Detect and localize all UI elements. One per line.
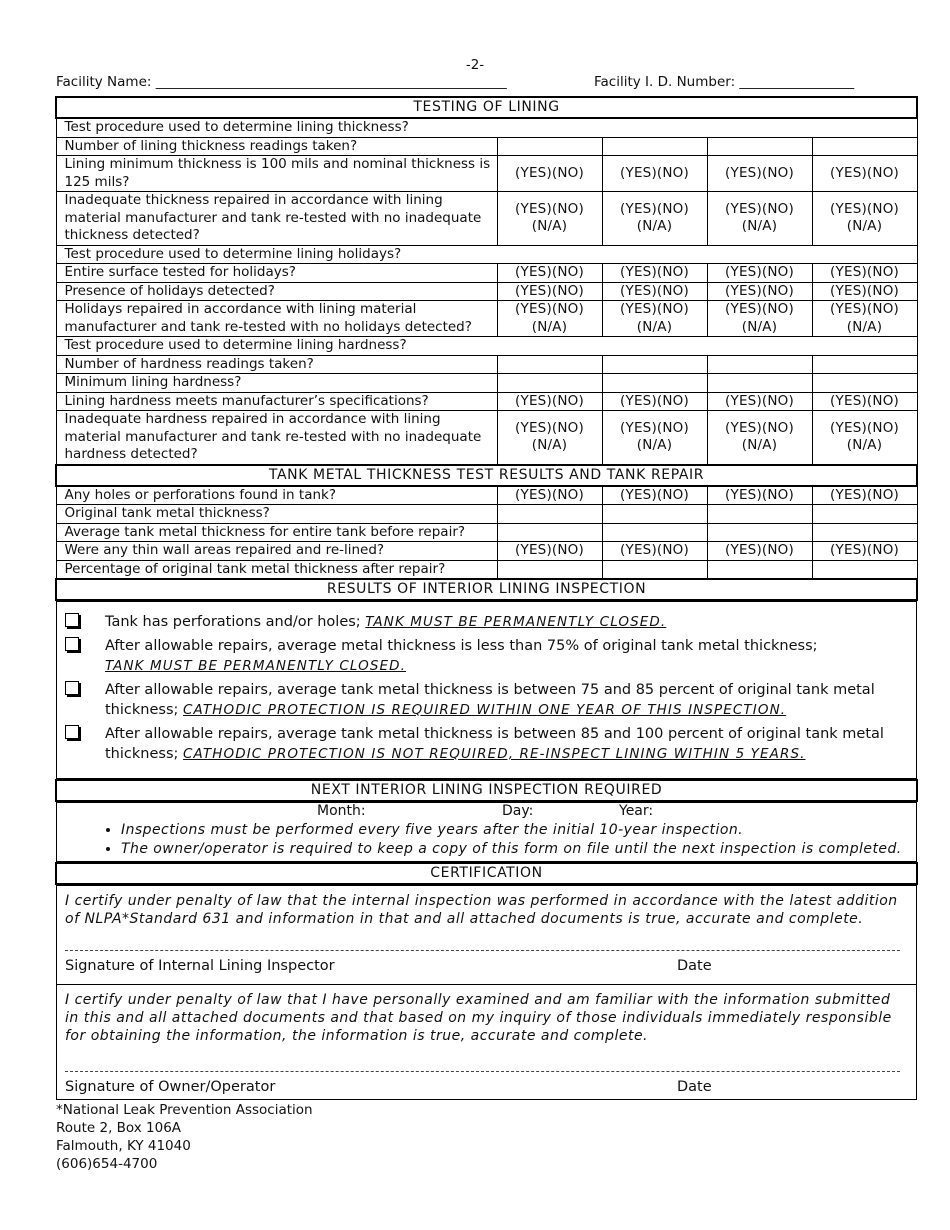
yes-no-choice[interactable]: (YES)(NO) xyxy=(620,419,689,436)
yes-no-choice[interactable]: (YES)(NO) xyxy=(830,301,899,317)
na-choice[interactable]: (N/A) xyxy=(636,318,673,335)
warning-text: TANK MUST BE PERMANENTLY CLOSED. xyxy=(105,658,407,674)
row-label: Presence of holidays detected? xyxy=(56,282,497,301)
row-label: Percentage of original tank metal thickness after repair? xyxy=(56,560,497,579)
section-results: RESULTS OF INTERIOR LINING INSPECTION xyxy=(56,579,917,600)
blank-cell[interactable] xyxy=(497,505,602,524)
table-row xyxy=(56,282,917,301)
owner-certification xyxy=(56,985,917,1100)
yes-no-choice[interactable]: (YES)(NO) xyxy=(515,301,584,317)
yes-no-choice[interactable]: (YES)(NO) xyxy=(515,200,584,217)
list-item: • The owner/operator is required to keep a copy of this form on file until the next inspection is completed. xyxy=(121,840,916,859)
row-label: Lining minimum thickness is 100 mils and nominal thickness is 125 mils? xyxy=(56,156,497,192)
table-row xyxy=(56,542,917,561)
yes-no-choice[interactable]: (YES)(NO) xyxy=(725,542,794,558)
blank-cell[interactable] xyxy=(707,560,812,579)
result-option-4: After allowable repairs, average tank metal thickness is between 85 and 100 percent of original tank metal thickness; CATHODIC PROTECTION IS NOT REQUIRED, RE-INSPECT LINING WITHIN 5 YEARS. xyxy=(63,724,910,764)
blank-cell[interactable] xyxy=(812,374,917,393)
results-options xyxy=(56,601,917,779)
yes-no-choice[interactable]: (YES)(NO) xyxy=(515,419,584,436)
row-label: Average tank metal thickness for entire tank before repair? xyxy=(56,523,497,542)
checkbox[interactable] xyxy=(65,725,79,739)
yes-no-choice[interactable]: (YES)(NO) xyxy=(725,264,794,280)
yes-no-choice[interactable]: (YES)(NO) xyxy=(830,419,899,436)
table-row xyxy=(56,392,917,411)
page-number: -2- xyxy=(465,57,485,73)
table-row xyxy=(56,118,917,137)
next-inspection-box xyxy=(56,802,917,862)
signature-line[interactable] xyxy=(65,950,900,951)
na-choice[interactable]: (N/A) xyxy=(636,218,673,235)
year-field[interactable]: Year: xyxy=(619,803,654,819)
na-choice[interactable]: (N/A) xyxy=(531,318,568,335)
warning-text: TANK MUST BE PERMANENTLY CLOSED. xyxy=(365,614,667,630)
blank-cell[interactable] xyxy=(812,137,917,156)
row-label: Lining hardness meets manufacturer’s specifications? xyxy=(56,392,497,411)
yes-no-choice[interactable]: (YES)(NO) xyxy=(725,164,794,181)
table-row xyxy=(56,156,917,192)
blank-cell[interactable] xyxy=(602,355,707,374)
blank-cell[interactable] xyxy=(812,505,917,524)
na-choice[interactable]: (N/A) xyxy=(531,437,568,454)
warning-text: CATHODIC PROTECTION IS REQUIRED WITHIN ONE YEAR OF THIS INSPECTION. xyxy=(183,702,787,718)
yes-no-choice[interactable]: (YES)(NO) xyxy=(515,264,584,280)
blank-cell[interactable] xyxy=(707,137,812,156)
yes-no-choice[interactable]: (YES)(NO) xyxy=(830,264,899,280)
yes-no-choice[interactable]: (YES)(NO) xyxy=(515,542,584,558)
na-choice[interactable]: (N/A) xyxy=(636,437,673,454)
yes-no-choice[interactable]: (YES)(NO) xyxy=(620,486,689,503)
blank-cell[interactable] xyxy=(497,560,602,579)
section-next-inspection: NEXT INTERIOR LINING INSPECTION REQUIRED xyxy=(56,780,917,801)
date-label: Date xyxy=(677,958,712,974)
yes-no-choice[interactable]: (YES)(NO) xyxy=(830,282,899,299)
row-label: Entire surface tested for holidays? xyxy=(56,264,497,283)
table-row xyxy=(56,411,917,465)
table-row xyxy=(56,523,917,542)
table-row xyxy=(56,374,917,393)
table-row xyxy=(56,301,917,337)
facility-id-field[interactable]: Facility I. D. Number: _________________ xyxy=(594,74,855,90)
row-label: Were any thin wall areas repaired and re-lined? xyxy=(56,542,497,561)
table-row xyxy=(56,505,917,524)
row-label: Minimum lining hardness? xyxy=(56,374,497,393)
checkbox[interactable] xyxy=(65,637,79,651)
na-choice[interactable]: (N/A) xyxy=(741,218,778,235)
blank-cell[interactable] xyxy=(812,355,917,374)
row-label: Test procedure used to determine lining hardness? xyxy=(56,337,917,356)
signature-label: Signature of Owner/Operator xyxy=(65,1079,276,1095)
na-choice[interactable]: (N/A) xyxy=(846,218,883,235)
row-label: Number of lining thickness readings taken? xyxy=(56,137,497,156)
table-row xyxy=(56,264,917,283)
blank-cell[interactable] xyxy=(812,560,917,579)
signature-line[interactable] xyxy=(65,1071,900,1072)
day-field[interactable]: Day: xyxy=(502,803,534,819)
row-label: Test procedure used to determine lining holidays? xyxy=(56,245,917,264)
blank-cell[interactable] xyxy=(707,374,812,393)
blank-cell[interactable] xyxy=(602,374,707,393)
yes-no-choice[interactable]: (YES)(NO) xyxy=(620,282,689,299)
warning-text: CATHODIC PROTECTION IS NOT REQUIRED, RE-INSPECT LINING WITHIN 5 YEARS. xyxy=(183,746,806,762)
checkbox[interactable] xyxy=(65,681,79,695)
inspector-certification xyxy=(56,885,917,985)
yes-no-choice[interactable]: (YES)(NO) xyxy=(830,392,899,409)
yes-no-choice[interactable]: (YES)(NO) xyxy=(620,301,689,317)
table-row xyxy=(56,355,917,374)
row-label: Number of hardness readings taken? xyxy=(56,355,497,374)
yes-no-choice[interactable]: (YES)(NO) xyxy=(725,486,794,503)
blank-cell[interactable] xyxy=(602,523,707,542)
yes-no-choice[interactable]: (YES)(NO) xyxy=(620,542,689,558)
date-label: Date xyxy=(677,1079,712,1095)
row-label: Inadequate thickness repaired in accordance with lining material manufacturer and tank re-tested with no inadequate thickness detected? xyxy=(56,192,497,246)
blank-cell[interactable] xyxy=(497,374,602,393)
section-tank-metal: TANK METAL THICKNESS TEST RESULTS AND TANK REPAIR xyxy=(56,465,917,486)
yes-no-choice[interactable]: (YES)(NO) xyxy=(830,200,899,217)
row-label: Test procedure used to determine lining thickness? xyxy=(56,118,917,137)
yes-no-choice[interactable]: (YES)(NO) xyxy=(830,486,899,503)
blank-cell[interactable] xyxy=(497,137,602,156)
checkbox[interactable] xyxy=(65,613,79,627)
footer-address: *National Leak Prevention Association Route 2, Box 106A Falmouth, KY 41040 (606)654-4700 xyxy=(56,1102,313,1172)
cert-statement: I certify under penalty of law that I have personally examined and am familiar with the information submitted in this and all attached documents and that based on my inquiry of those individuals immediately responsible for obtaining the information, the information is true, accurate and complete. xyxy=(65,992,892,1044)
yes-no-choice[interactable]: (YES)(NO) xyxy=(515,392,584,409)
yes-no-choice[interactable]: (YES)(NO) xyxy=(620,200,689,217)
yes-no-choice[interactable]: (YES)(NO) xyxy=(620,392,689,409)
yes-no-choice[interactable]: (YES)(NO) xyxy=(515,486,584,503)
blank-cell[interactable] xyxy=(707,505,812,524)
yes-no-choice[interactable]: (YES)(NO) xyxy=(725,392,794,409)
table-row xyxy=(56,137,917,156)
yes-no-choice[interactable]: (YES)(NO) xyxy=(515,282,584,299)
yes-no-choice[interactable]: (YES)(NO) xyxy=(725,301,794,317)
table-row xyxy=(56,337,917,356)
facility-header xyxy=(56,74,855,90)
section-certification: CERTIFICATION xyxy=(56,863,917,884)
yes-no-choice[interactable]: (YES)(NO) xyxy=(725,419,794,436)
yes-no-choice[interactable]: (YES)(NO) xyxy=(725,282,794,299)
signature-label: Signature of Internal Lining Inspector xyxy=(65,958,335,974)
month-field[interactable]: Month: xyxy=(317,803,366,819)
result-option-2: After allowable repairs, average metal thickness is less than 75% of original tank metal thickness; TANK MUST BE PERMANENTLY CLOSED. xyxy=(63,636,910,676)
result-option-1: Tank has perforations and/or holes; TANK MUST BE PERMANENTLY CLOSED. xyxy=(63,612,910,632)
na-choice[interactable]: (N/A) xyxy=(741,437,778,454)
na-choice[interactable]: (N/A) xyxy=(846,318,883,335)
list-item: • Inspections must be performed every five years after the initial 10-year inspection. xyxy=(121,821,916,840)
cert-statement: I certify under penalty of law that the internal inspection was performed in accordance with the latest addition of NLPA*Standard 631 and information in that and all attached documents is true, accurate and complete. xyxy=(65,893,898,927)
row-label: Original tank metal thickness? xyxy=(56,505,497,524)
blank-cell[interactable] xyxy=(497,355,602,374)
yes-no-choice[interactable]: (YES)(NO) xyxy=(620,164,689,181)
blank-cell[interactable] xyxy=(707,523,812,542)
blank-cell[interactable] xyxy=(497,523,602,542)
yes-no-choice[interactable]: (YES)(NO) xyxy=(725,200,794,217)
table-row xyxy=(56,245,917,264)
yes-no-choice[interactable]: (YES)(NO) xyxy=(830,542,899,558)
result-option-3: After allowable repairs, average tank metal thickness is between 75 and 85 percent of original tank metal thickness; CATHODIC PROTECTION IS REQUIRED WITHIN ONE YEAR OF THIS INSPECTION. xyxy=(63,680,910,720)
na-choice[interactable]: (N/A) xyxy=(741,318,778,335)
yes-no-choice[interactable]: (YES)(NO) xyxy=(620,264,689,280)
table-row xyxy=(56,486,917,505)
row-label: Holidays repaired in accordance with lining material manufacturer and tank re-tested with no holidays detected? xyxy=(56,301,497,337)
na-choice[interactable]: (N/A) xyxy=(531,218,568,235)
yes-no-choice[interactable]: (YES)(NO) xyxy=(515,164,584,181)
table-row xyxy=(56,192,917,246)
blank-cell[interactable] xyxy=(602,560,707,579)
blank-cell[interactable] xyxy=(812,523,917,542)
blank-cell[interactable] xyxy=(707,355,812,374)
facility-name-field[interactable]: Facility Name: ____________________________________________________ xyxy=(56,74,507,90)
blank-cell[interactable] xyxy=(602,505,707,524)
row-label: Inadequate hardness repaired in accordance with lining material manufacturer and tank re-tested with no inadequate hardness detected? xyxy=(56,411,497,465)
section-testing-of-lining: TESTING OF LINING xyxy=(56,97,917,118)
inspection-table xyxy=(55,96,918,1100)
yes-no-choice[interactable]: (YES)(NO) xyxy=(830,164,899,181)
row-label: Any holes or perforations found in tank? xyxy=(56,486,497,505)
table-row xyxy=(56,560,917,579)
blank-cell[interactable] xyxy=(602,137,707,156)
na-choice[interactable]: (N/A) xyxy=(846,437,883,454)
